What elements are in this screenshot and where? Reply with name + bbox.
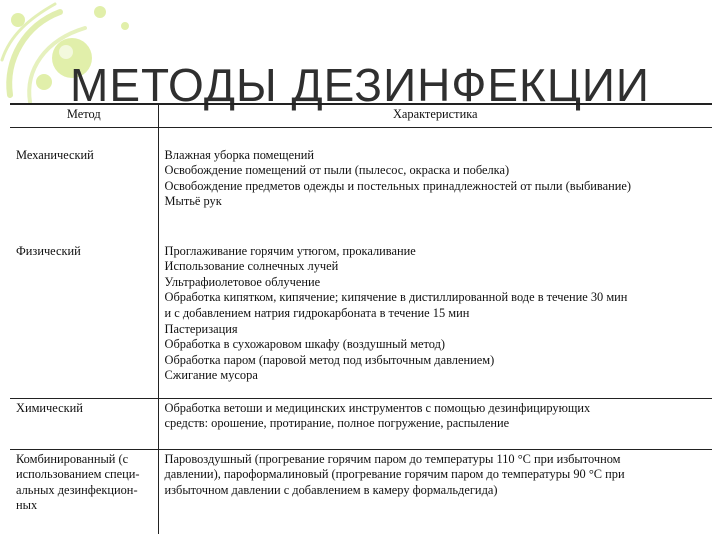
list-item: средств: орошение, протирание, полное погружение, распыление (164, 416, 510, 431)
list-item: Паровоздушный (прогревание горячим паром до температуры 110 °С при избыточном (164, 451, 621, 466)
list-item: Мытьё рук (164, 194, 222, 209)
list-item: Ультрафиолетовое облучение (164, 274, 321, 289)
list-item: Влажная уборка помещений (164, 147, 314, 162)
table-row (10, 235, 712, 399)
list-item: Обработка кипятком, кипячение; кипячение в дистиллированной воде в течение 30 мин (164, 290, 628, 305)
method-line: альных дезинфекцион- (16, 482, 138, 497)
table-row (10, 127, 712, 235)
table-row (10, 449, 712, 534)
list-item: Обработка паром (паровой метод под избыточным давлением) (164, 352, 495, 367)
characteristic-cell (158, 449, 712, 534)
method-cell: Физический (10, 235, 158, 399)
characteristic-cell (158, 235, 712, 399)
list-item: Пастеризация (164, 321, 238, 336)
list-item: Проглаживание горячим утюгом, прокаливание (164, 243, 416, 258)
table-header-row (10, 104, 712, 127)
method-cell: Химический (10, 398, 158, 449)
characteristic-cell (158, 398, 712, 449)
list-item: Использование солнечных лучей (164, 259, 339, 274)
list-item: и с добавлением натрия гидрокарбоната в течение 15 мин (164, 305, 470, 320)
characteristic-cell (158, 127, 712, 235)
method-line: использованием специ- (16, 467, 140, 482)
list-item: Обработка в сухожаровом шкафу (воздушный метод) (164, 337, 446, 352)
disinfection-methods-table (10, 103, 712, 534)
list-item: Освобождение предметов одежды и постельных принадлежностей от пыли (выбивание) (164, 178, 631, 193)
list-item: давлении), пароформалиновый (прогревание горячим паром до температуры 90 °С при (164, 467, 625, 482)
list-item: Обработка ветоши и медицинских инструментов с помощью дезинфицирующих (164, 400, 591, 415)
column-header-characteristic: Характеристика (158, 104, 712, 127)
method-line: ных (16, 498, 38, 513)
method-cell: Механический (10, 127, 158, 235)
column-header-method: Метод (10, 104, 158, 127)
method-cell (10, 449, 158, 534)
slide-title: МЕТОДЫ ДЕЗИНФЕКЦИИ (70, 59, 650, 111)
list-item: избыточном давлении с добавлением в камеру формальдегида) (164, 482, 498, 497)
list-item: Сжигание мусора (164, 368, 258, 383)
table-row (10, 398, 712, 449)
method-line: Комбинированный (с (16, 451, 129, 466)
list-item: Освобождение помещений от пыли (пылесос, окраска и побелка) (164, 163, 510, 178)
